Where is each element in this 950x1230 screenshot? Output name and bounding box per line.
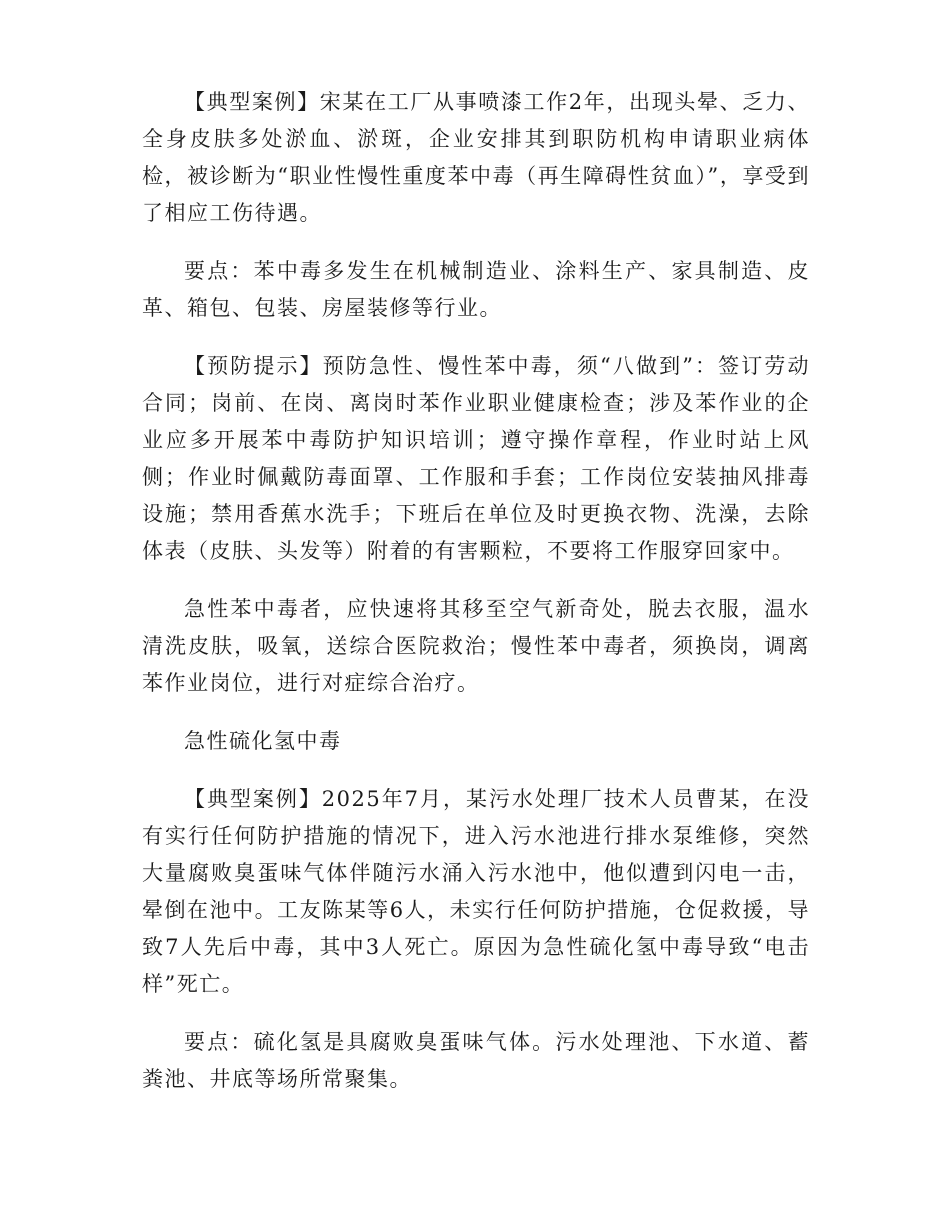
keypoint-paragraph-benzene: 要点：苯中毒多发生在机械制造业、涂料生产、家具制造、皮革、箱包、包装、房屋装修等行业。: [142, 259, 810, 320]
treatment-paragraph-benzene: 急性苯中毒者，应快速将其移至空气新奇处，脱去衣服，温水清洗皮肤，吸氧，送综合医院救治；慢性苯中毒者，须换岗，调离苯作业岗位，进行对症综合治疗。: [142, 597, 810, 695]
case-paragraph-h2s: 【典型案例】2025年7月，某污水处理厂技术人员曹某，在没有实行任何防护措施的情况下，进入污水池进行排水泵维修，突然大量腐败臭蛋味气体伴随污水涌入污水池中，他似遭到闪电一击，晕倒在池中。工友陈某等6人，未实行任何防护措施，仓促救援，导致7人先后中毒，其中3人死亡。原因为急性硫化氢中毒导致“电击样”死亡。: [142, 787, 810, 996]
section-heading-h2s: 急性硫化氢中毒: [184, 729, 342, 753]
prevention-paragraph-benzene: 【预防提示】预防急性、慢性苯中毒，须“八做到”：签订劳动合同；岗前、在岗、离岗时苯作业职业健康检查；涉及苯作业的企业应多开展苯中毒防护知识培训；遵守操作章程，作业时站上风侧；作业时佩戴防毒面罩、工作服和手套；工作岗位安装抽风排毒设施；禁用香蕉水洗手；下班后在单位及时更换衣物、洗澡，去除体表（皮肤、头发等）附着的有害颗粒，不要将工作服穿回家中。: [142, 354, 810, 563]
keypoint-paragraph-h2s: 要点：硫化氢是具腐败臭蛋味气体。污水处理池、下水道、蓄粪池、井底等场所常聚集。: [142, 1030, 810, 1091]
case-paragraph-benzene: 【典型案例】宋某在工厂从事喷漆工作2年，出现头晕、乏力、全身皮肤多处淤血、淤斑，企业安排其到职防机构申请职业病体检，被诊断为“职业性慢性重度苯中毒（再生障碍性贫血）”，享受到了相应工伤待遇。: [142, 90, 810, 225]
document-body: [142, 84, 810, 1119]
